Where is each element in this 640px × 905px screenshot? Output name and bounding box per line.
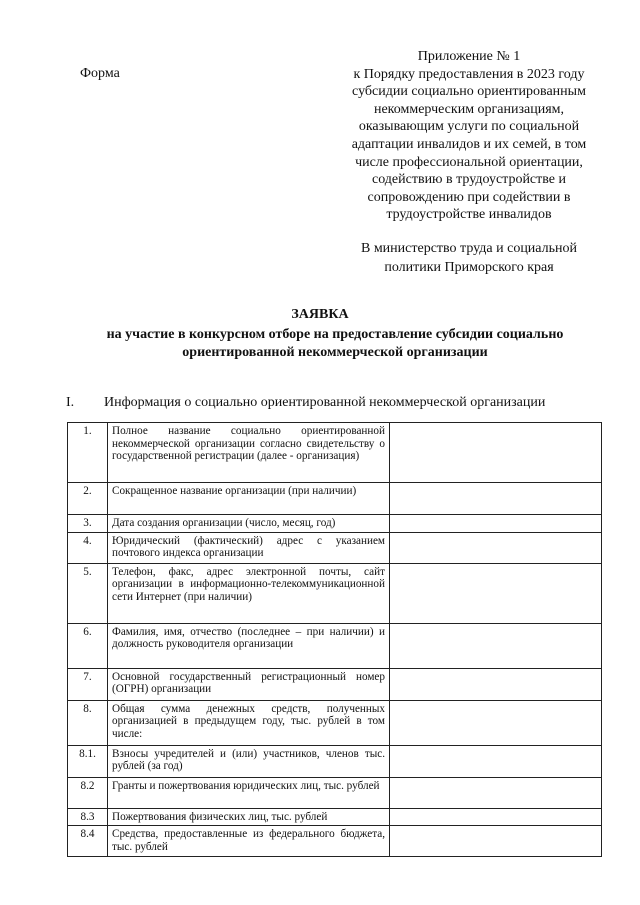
addressee	[326, 239, 612, 277]
row-number: 2.	[68, 483, 108, 515]
document-subtitle	[50, 326, 620, 362]
appendix-line: сопровождению при содействии в	[367, 189, 571, 205]
row-value-cell[interactable]	[390, 777, 602, 808]
row-number: 8.	[68, 700, 108, 745]
subtitle-line: на участие в конкурсном отборе на предоставление субсидии социально	[106, 327, 564, 342]
appendix-line: некоммерческим организациям,	[373, 101, 565, 117]
row-label: Юридический (фактический) адрес с указанием почтового индекса организации	[108, 532, 390, 563]
table-row	[68, 668, 602, 700]
row-number: 8.4	[68, 826, 108, 857]
appendix-line: числе профессиональной ориентации,	[355, 154, 583, 170]
table-row	[68, 745, 602, 777]
row-label: Пожертвования физических лиц, тыс. рублей	[108, 808, 390, 826]
row-number: 8.1.	[68, 745, 108, 777]
table-row	[68, 423, 602, 483]
table-row	[68, 826, 602, 857]
appendix-line: Приложение № 1	[417, 49, 521, 64]
addressee-line: В министерство труда и социальной	[360, 241, 577, 256]
appendix-line: к Порядку предоставления в 2023 году	[353, 66, 585, 82]
table-row	[68, 808, 602, 826]
row-number: 3.	[68, 515, 108, 533]
row-value-cell[interactable]	[390, 623, 602, 668]
table-row	[68, 563, 602, 623]
row-number: 6.	[68, 623, 108, 668]
section-title: Информация о социально ориентированной некоммерческой организации	[104, 395, 546, 410]
row-number: 8.2	[68, 777, 108, 808]
table-row	[68, 623, 602, 668]
row-number: 7.	[68, 668, 108, 700]
row-number: 8.3	[68, 808, 108, 826]
row-label: Полное название социально ориентированной некоммерческой организации согласно свидетельству о государственной регистрации (далее - организация)	[108, 423, 390, 483]
subtitle-line: ориентированной некоммерческой организации	[182, 345, 488, 360]
appendix-line: субсидии социально ориентированным	[352, 84, 586, 100]
row-label: Сокращенное название организации (при наличии)	[108, 483, 390, 515]
row-value-cell[interactable]	[390, 532, 602, 563]
row-label: Гранты и пожертвования юридических лиц, тыс. рублей	[108, 777, 390, 808]
row-label: Основной государственный регистрационный номер (ОГРН) организации	[108, 668, 390, 700]
addressee-line: политики Приморского края	[384, 260, 554, 275]
appendix-line: трудоустройстве инвалидов	[386, 207, 552, 223]
row-value-cell[interactable]	[390, 826, 602, 857]
row-label: Дата создания организации (число, месяц, год)	[108, 515, 390, 533]
row-value-cell[interactable]	[390, 668, 602, 700]
row-label: Общая сумма денежных средств, полученных организацией в предыдущем году, тыс. рублей в том числе:	[108, 700, 390, 745]
organization-info-table	[67, 422, 602, 857]
row-label: Телефон, факс, адрес электронной почты, сайт организации в информационно-телекоммуникационной сети Интернет (при наличии)	[108, 563, 390, 623]
appendix-reference	[326, 48, 612, 224]
table-row	[68, 777, 602, 808]
row-value-cell[interactable]	[390, 515, 602, 533]
row-label: Фамилия, имя, отчество (последнее – при наличии) и должность руководителя организации	[108, 623, 390, 668]
row-number: 1.	[68, 423, 108, 483]
section-number: I.	[66, 395, 75, 410]
row-value-cell[interactable]	[390, 700, 602, 745]
row-number: 5.	[68, 563, 108, 623]
row-value-cell[interactable]	[390, 808, 602, 826]
appendix-line: адаптации инвалидов и их семей, в том	[351, 136, 587, 152]
row-value-cell[interactable]	[390, 745, 602, 777]
appendix-line: содействию в трудоустройстве и	[371, 172, 567, 188]
row-number: 4.	[68, 532, 108, 563]
row-value-cell[interactable]	[390, 483, 602, 515]
row-value-cell[interactable]	[390, 423, 602, 483]
appendix-line: оказывающим услуги по социальной	[358, 119, 580, 135]
document-title: ЗАЯВКА	[291, 307, 349, 322]
row-value-cell[interactable]	[390, 563, 602, 623]
form-label: Форма	[80, 66, 120, 81]
table-row	[68, 532, 602, 563]
row-label: Средства, предоставленные из федерального бюджета, тыс. рублей	[108, 826, 390, 857]
table-row	[68, 483, 602, 515]
table-row	[68, 700, 602, 745]
row-label: Взносы учредителей и (или) участников, членов тыс. рублей (за год)	[108, 745, 390, 777]
table-row	[68, 515, 602, 533]
